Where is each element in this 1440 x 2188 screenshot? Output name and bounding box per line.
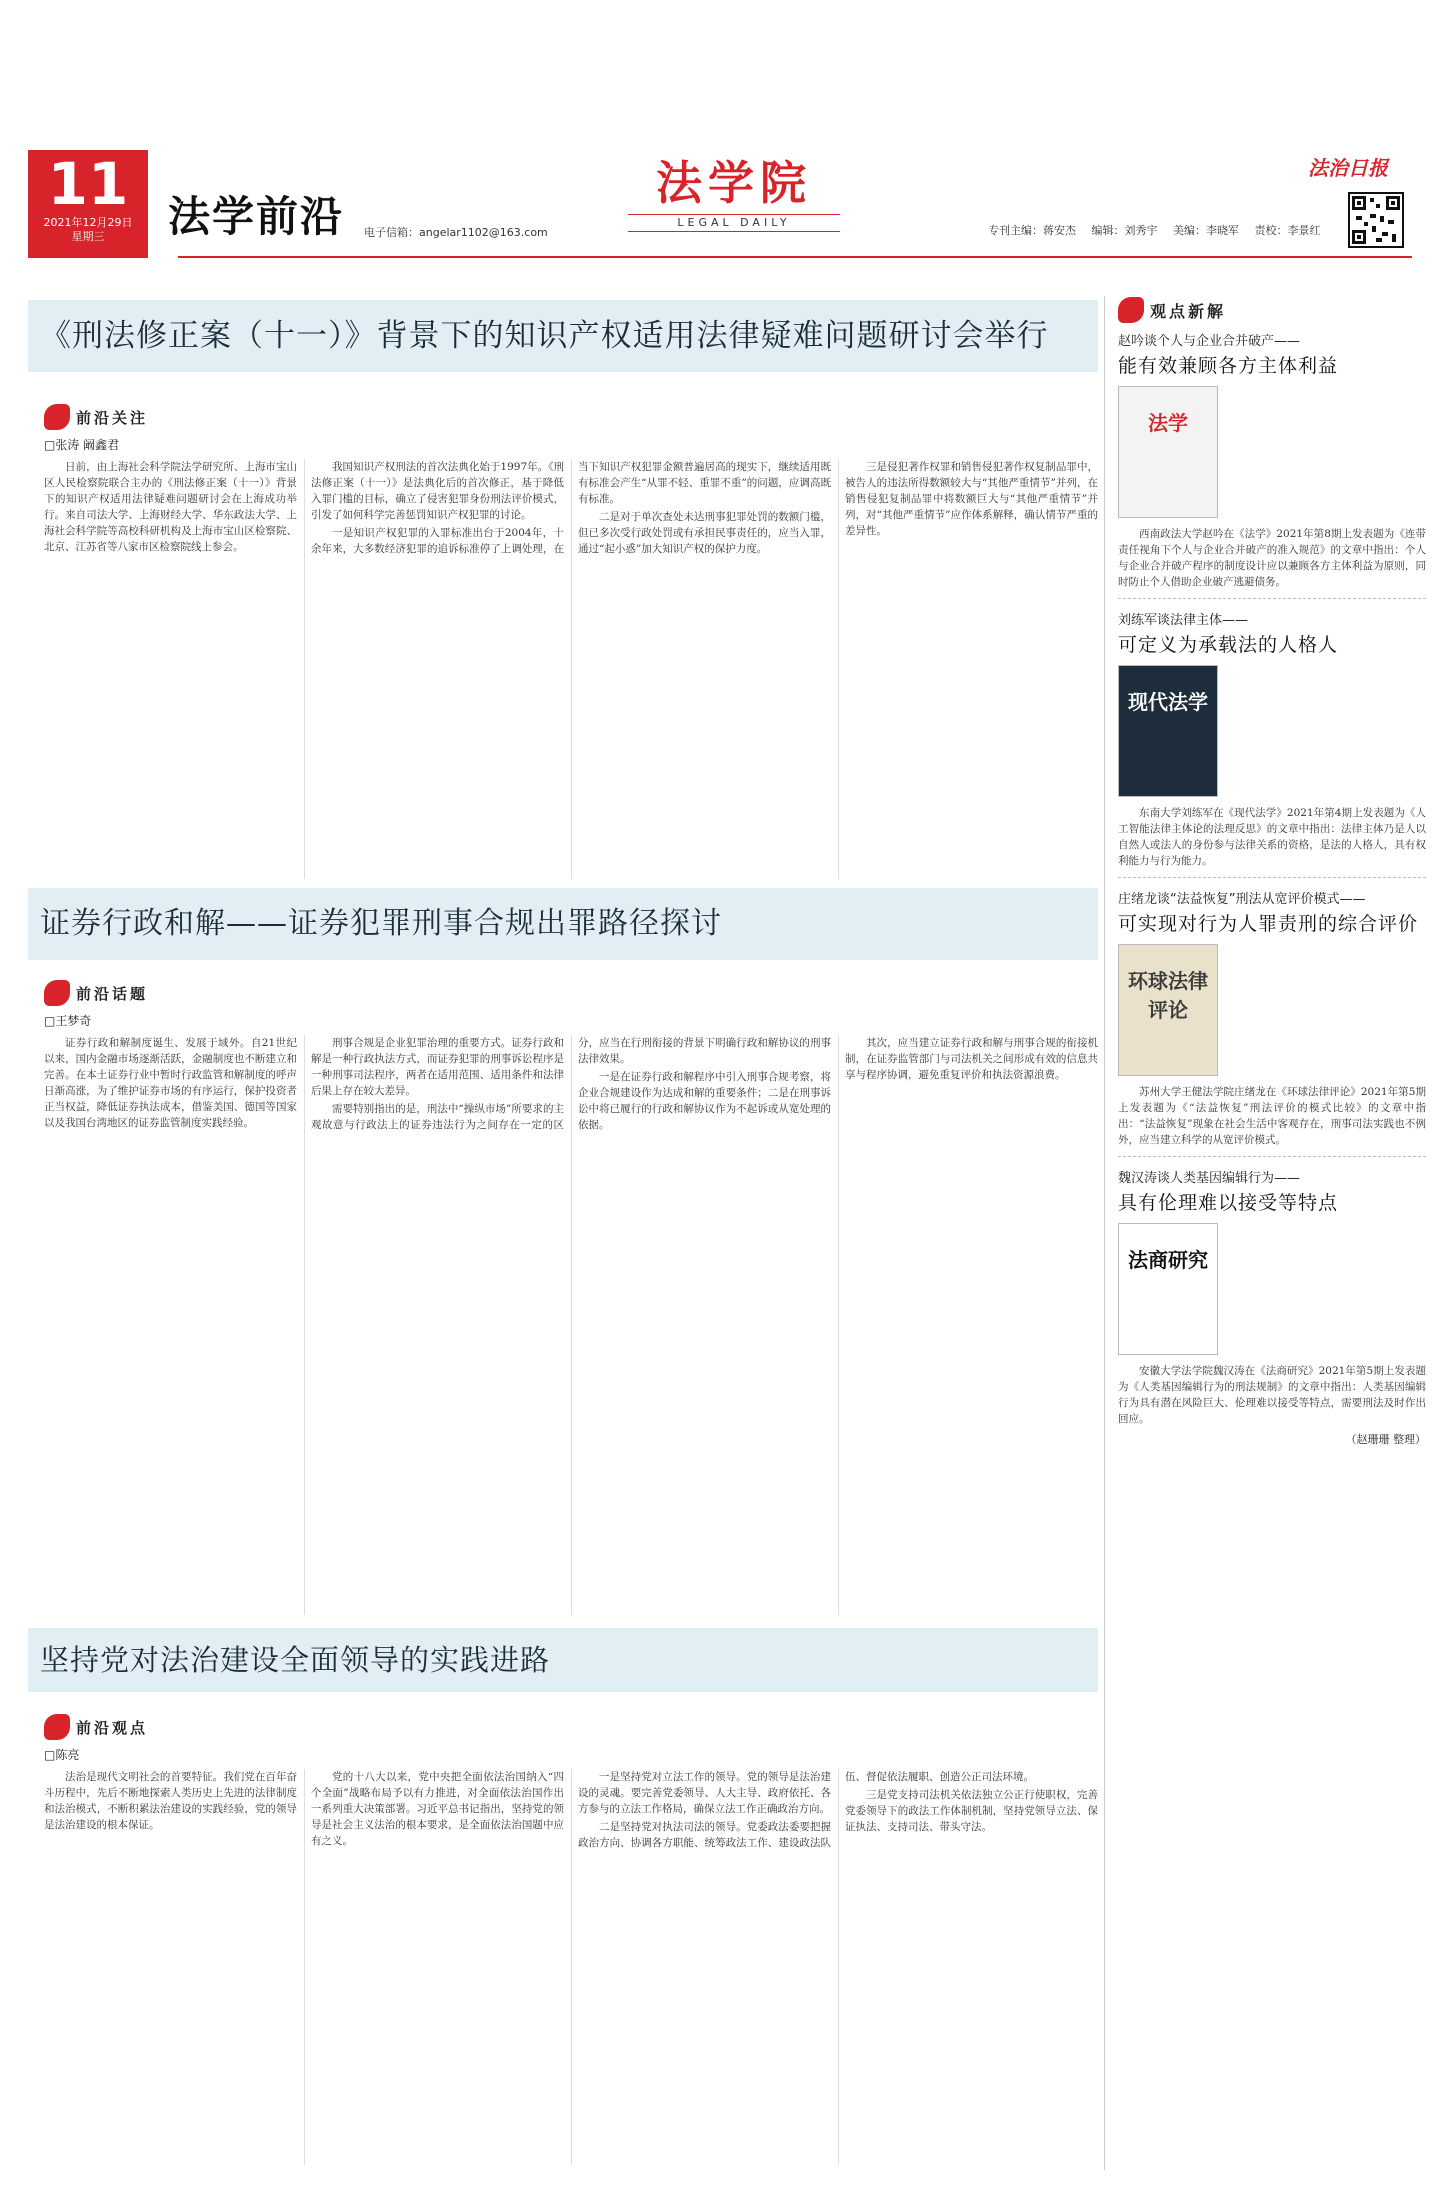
paragraph: 刑事合规是企业犯罪治理的重要方式。证券行政和解是一种行政执法方式，而证券犯罪的刑事诉讼程序是一种刑事司法程序，两者在适用范围、适用条件和法律后果上存在较大差异。 xyxy=(311,1037,564,1097)
article-body xyxy=(44,459,1098,879)
page-number: 11 xyxy=(47,150,129,218)
article-banner xyxy=(28,1628,1098,1692)
byline: □ 张涛 阚鑫君 xyxy=(44,436,1098,453)
article-headline[interactable]: 证券行政和解——证券犯罪刑事合规出罪路径探讨 xyxy=(40,906,722,941)
paragraph: 需要特别指出的是，刑法中“操纵市场”所要求的主观故意与行政法上的证券违法行为之间存在一定的区分，应当在行刑衔接的背景下明确行政和解协议的刑事法律效果。 xyxy=(311,1037,831,1131)
column-logo-icon xyxy=(44,404,70,430)
item-summary: 苏州大学王健法学院庄绪龙在《环球法律评论》2021年第5期上发表题为《“法益恢复”刑法评价的模式比较》的文章中指出：“法益恢复”现象在社会生活中客观存在，刑事司法实践也不例外，应当建立科学的从宽评价模式。 xyxy=(1118,1086,1426,1146)
journal-cover xyxy=(1118,944,1218,1076)
paragraph: 其次，应当建立证券行政和解与刑事合规的衔接机制，在证券监管部门与司法机关之间形成有效的信息共享与程序协调，避免重复评价和执法资源浪费。 xyxy=(845,1037,1098,1081)
item-kicker: 刘练军谈法律主体—— xyxy=(1118,613,1249,628)
paragraph: 法治是现代文明社会的首要特征。我们党在百年奋斗历程中，先后不断地探索人类历史上先进的法律制度和法治模式，不断积累法治建设的实践经验，党的领导是法治建设的根本保证。 xyxy=(44,1771,297,1831)
sidebar-item xyxy=(1118,1167,1426,1455)
column-header xyxy=(44,402,1098,432)
journal-cover xyxy=(1118,1223,1218,1355)
column-header xyxy=(44,978,1098,1008)
article-body xyxy=(44,1035,1098,1615)
paragraph: 党的十八大以来，党中央把全面依法治国纳入“四个全面”战略布局予以有力推进，对全面依法治国作出一系列重大决策部署。习近平总书记指出，坚持党的领导是社会主义法治的根本要求，是全面依法治国题中应有之义。 xyxy=(311,1771,564,1847)
sidebar-item xyxy=(1118,888,1426,1157)
flag-title: 法学院 xyxy=(656,156,812,210)
qr-code-icon[interactable] xyxy=(1348,192,1404,248)
paragraph: 一是知识产权犯罪的入罪标准出台于2004年，十余年来，大多数经济犯罪的追诉标准停了上调处理，在当下知识产权犯罪金额普遍居高的现实下，继续适用既有标准会产生“从罪不轻、重罪不重”的问题，应调高既有标准。 xyxy=(311,461,831,555)
staff-art-editor: 美编：李晓军 xyxy=(1173,224,1239,237)
item-credit: （赵珊珊 整理） xyxy=(1345,1433,1426,1446)
staff-editor-in-chief: 专刊主编：蒋安杰 xyxy=(988,224,1076,237)
paragraph: 三是党支持司法机关依法独立公正行使职权，完善党委领导下的政法工作体制机制，坚持党领导立法、保证执法、支持司法、带头守法。 xyxy=(845,1789,1098,1833)
item-title[interactable]: 具有伦理难以接受等特点 xyxy=(1118,1192,1339,1214)
sidebar-logo-icon xyxy=(1118,297,1144,323)
cover-title: 法商研究 xyxy=(1128,1248,1208,1272)
column-label: 前沿关注 xyxy=(76,408,149,427)
paragraph: 三是侵犯著作权罪和销售侵犯著作权复制品罪中，被告人的违法所得数额较大与“其他严重情节”并列，在销售侵犯复制品罪中将数额巨大与“其他严重情节”并列，对“其他严重情节”应作体系解释，确认情节严重的差异性。 xyxy=(845,461,1098,537)
article-body xyxy=(44,1769,1098,2165)
staff-editor: 编辑：刘秀宇 xyxy=(1091,224,1158,237)
paragraph: 一是坚持党对立法工作的领导。党的领导是法治建设的灵魂。要完善党委领导、人大主导、政府依托、各方参与的立法工作格局，确保立法工作正确政治方向。 xyxy=(578,1771,831,1815)
item-summary: 安徽大学法学院魏汉涛在《法商研究》2021年第5期上发表题为《人类基因编辑行为的刑法规制》的文章中指出：人类基因编辑行为具有潜在风险巨大、伦理难以接受等特点，需要刑法及时作出回应。 xyxy=(1118,1365,1426,1425)
article-ip-seminar xyxy=(44,402,1098,880)
item-summary: 西南政法大学赵吟在《法学》2021年第8期上发表题为《连带责任视角下个人与企业合并破产的准入规范》的文章中指出：个人与企业合并破产程序的制度设计应以兼顾各方主体利益为原则，同时防止个人借助企业破产逃避债务。 xyxy=(1118,528,1426,588)
paragraph: 我国知识产权刑法的首次法典化始于1997年。《刑法修正案（十一）》是法典化后的首次修正，基于降低入罪门槛的目标，确立了侵害犯罪身份刑法评价模式，引发了如何科学完善惩罚知识产权犯罪的讨论。 xyxy=(311,461,564,521)
article-banner xyxy=(28,300,1098,372)
section-email[interactable]: 电子信箱：angelar1102@163.com xyxy=(364,226,548,239)
page-badge xyxy=(28,150,148,258)
paragraph: 证券行政和解制度诞生、发展于域外。自21世纪以来，国内金融市场逐渐活跃，金融制度也不断建立和完善。在本土证券行业中暂时行政监管和解制度的呼声日渐高涨，为了维护证券市场的有序运行，保护投资者正当权益，降低证券执法成本，借鉴美国、德国等国家以及我国台湾地区的证券监管制度实践经验。 xyxy=(44,1037,297,1129)
sidebar-item xyxy=(1118,330,1426,599)
flag-subtitle: LEGAL DAILY xyxy=(628,214,840,232)
column-logo-icon xyxy=(44,980,70,1006)
item-title[interactable]: 可实现对行为人罪责刑的综合评价 xyxy=(1118,913,1419,935)
paper-logo: 法治日报 xyxy=(1308,156,1388,180)
item-title[interactable]: 可定义为承载法的人格人 xyxy=(1118,634,1339,656)
sidebar-item xyxy=(1118,609,1426,878)
item-title[interactable]: 能有效兼顾各方主体利益 xyxy=(1118,355,1339,377)
issue-date: 2021年12月29日 xyxy=(43,216,133,229)
header-rule xyxy=(178,256,1412,258)
masthead xyxy=(28,150,1412,258)
article-headline[interactable]: 坚持党对法治建设全面领导的实践进路 xyxy=(40,1643,551,1677)
staff-credits xyxy=(988,222,1333,238)
byline: □ 王梦奇 xyxy=(44,1012,1098,1029)
column-label: 前沿话题 xyxy=(76,984,149,1003)
column-header xyxy=(44,1712,1098,1742)
paragraph: 一是在证券行政和解程序中引入刑事合规考察，将企业合规建设作为达成和解的重要条件；二是在刑事诉讼中将已履行的行政和解协议作为不起诉或从宽处理的依据。 xyxy=(578,1071,831,1131)
paragraph: 二是坚持党对执法司法的领导。党委政法委要把握政治方向、协调各方职能、统筹政法工作、建设政法队伍、督促依法履职、创造公正司法环境。 xyxy=(578,1771,1034,1849)
cover-title: 现代法学 xyxy=(1128,690,1208,714)
issue-weekday: 星期三 xyxy=(71,230,105,243)
item-kicker: 赵吟谈个人与企业合并破产—— xyxy=(1118,334,1301,349)
article-securities xyxy=(44,978,1098,1618)
item-kicker: 庄绪龙谈“法益恢复”刑法从宽评价模式—— xyxy=(1118,892,1366,907)
column-label: 前沿观点 xyxy=(76,1718,149,1737)
item-kicker: 魏汉涛谈人类基因编辑行为—— xyxy=(1118,1171,1301,1186)
sidebar-header xyxy=(1118,296,1426,324)
cover-title: 环球法律评论 xyxy=(1128,969,1208,1022)
article-headline[interactable]: 《刑法修正案（十一）》背景下的知识产权适用法律疑难问题研讨会举行 xyxy=(40,318,1049,354)
column-logo-icon xyxy=(44,1714,70,1740)
byline: □ 陈亮 xyxy=(44,1746,1098,1763)
article-party-leadership xyxy=(44,1712,1098,2168)
item-summary: 东南大学刘练军在《现代法学》2021年第4期上发表题为《人工智能法律主体论的法理反思》的文章中指出：法律主体乃是人以自然人或法人的身份参与法律关系的资格，是法的人格人，具有权利能力与行为能力。 xyxy=(1118,807,1426,867)
cover-title: 法学 xyxy=(1148,411,1188,435)
sidebar-viewpoints xyxy=(1118,296,1426,2170)
flag xyxy=(628,154,840,232)
paragraph: 日前，由上海社会科学院法学研究所、上海市宝山区人民检察院联合主办的《刑法修正案（十一）》背景下的知识产权适用法律疑难问题研讨会在上海成功举行。来自司法大学、上海财经大学、华东政法大学、上海社会科学院等高校科研机构及上海市宝山区检察院、北京、江苏省等八家市区检察院线上参会。 xyxy=(44,461,297,553)
paragraph: 二是对于单次查处未达刑事犯罪处罚的数额门槛，但已多次受行政处罚或有承担民事责任的，应当入罪，通过“起小惑”加大知识产权的保护力度。 xyxy=(578,511,831,555)
journal-cover xyxy=(1118,665,1218,797)
journal-cover xyxy=(1118,386,1218,518)
column-divider xyxy=(1104,296,1105,2170)
section-name: 法学前沿 xyxy=(168,192,345,241)
article-banner xyxy=(28,888,1098,960)
sidebar-heading: 观点新解 xyxy=(1150,301,1227,321)
staff-proofreader: 责校：李景红 xyxy=(1254,224,1321,237)
